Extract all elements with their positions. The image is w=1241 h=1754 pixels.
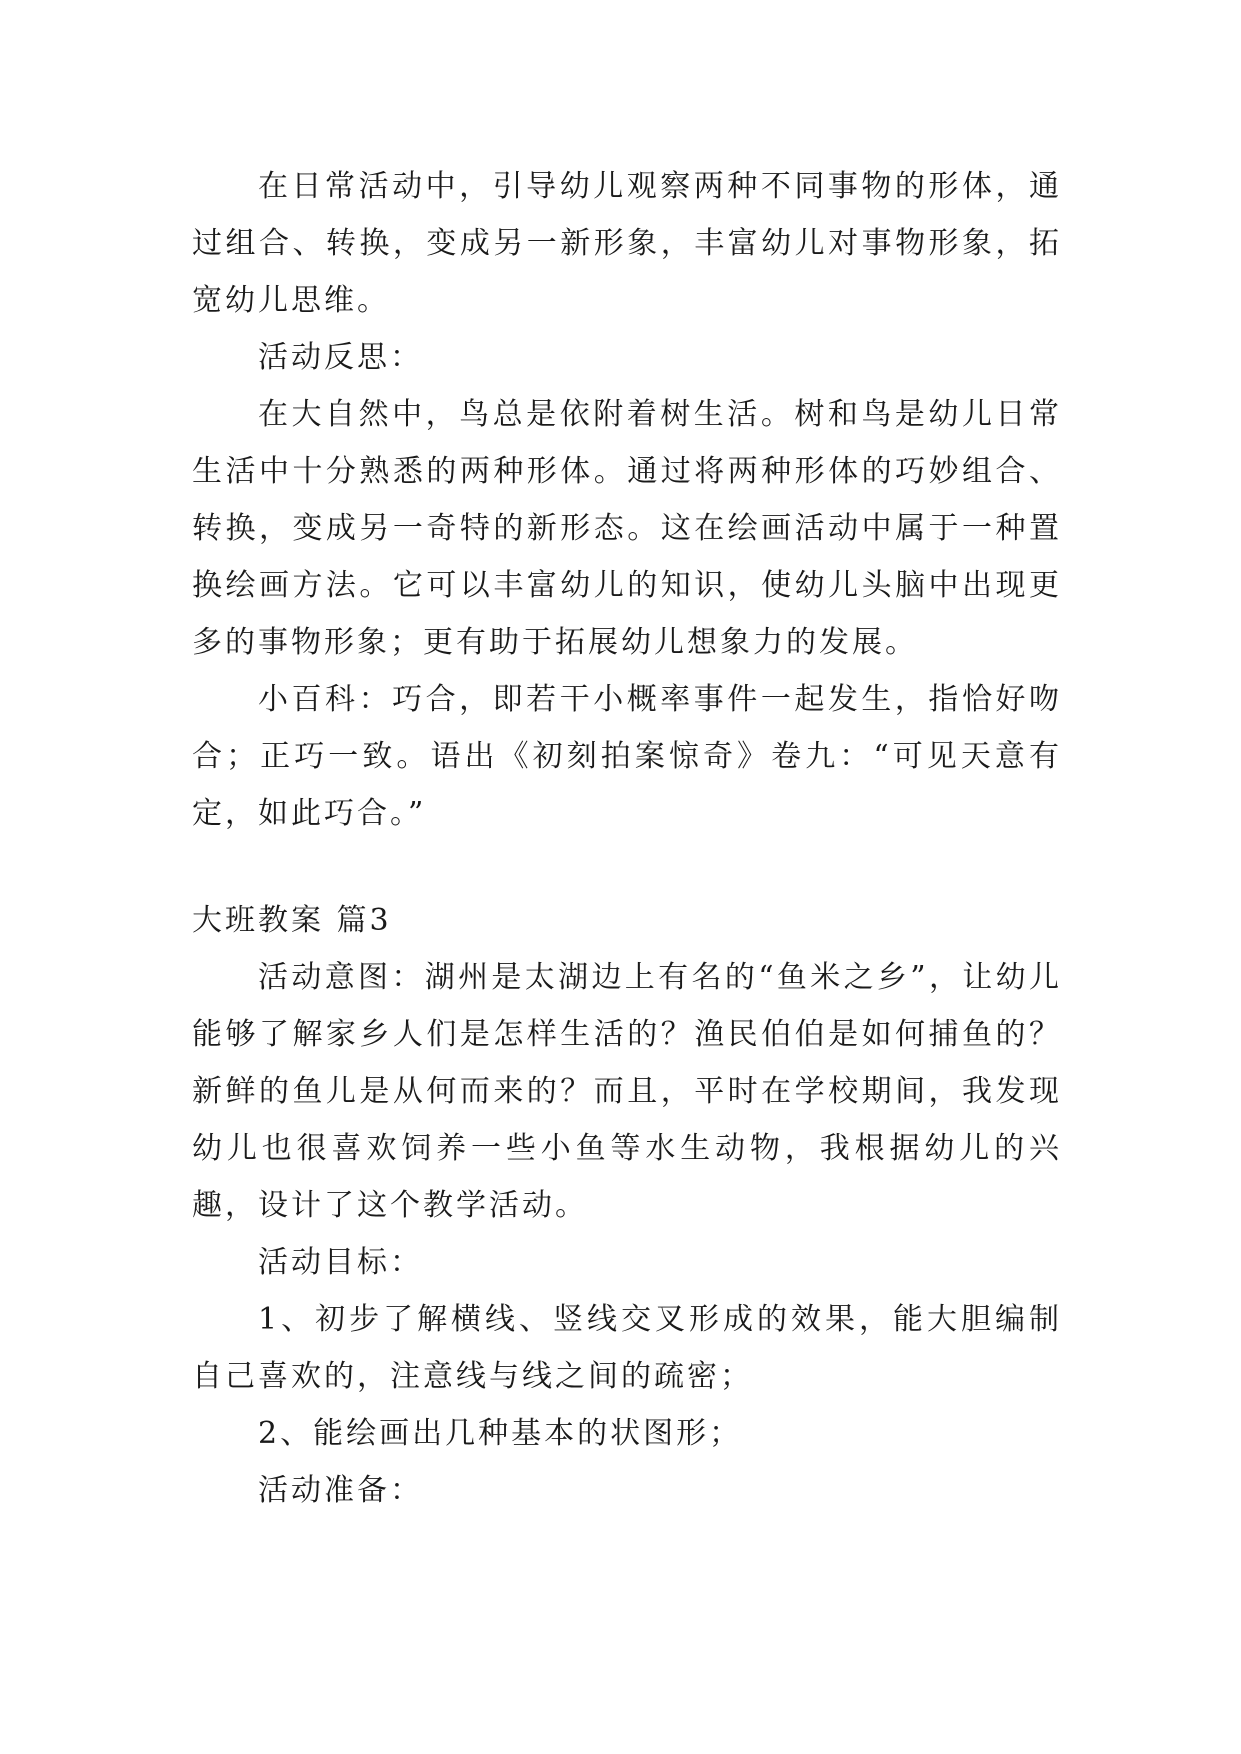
- paragraph-activity-intent: 活动意图：湖州是太湖边上有名的“鱼米之乡”，让幼儿能够了解家乡人们是怎样生活的？渔民伯伯是如何捕鱼的？新鲜的鱼儿是从何而来的？而且，平时在学校期间，我发现幼儿也很喜欢饲养一些小鱼等水生动物，我根据幼儿的兴趣，设计了这个教学活动。: [192, 960, 1062, 1223]
- paragraph-intro: 在日常活动中，引导幼儿观察两种不同事物的形体，通过组合、转换，变成另一新形象，丰富幼儿对事物形象，拓宽幼儿思维。: [192, 169, 1062, 318]
- heading-activity-preparation: 活动准备：: [258, 1473, 423, 1508]
- paragraph-reflection: 在大自然中，鸟总是依附着树生活。树和鸟是幼儿日常生活中十分熟悉的两种形体。通过将两种形体的巧妙组合、转换，变成另一奇特的新形态。这在绘画活动中属于一种置换绘画方法。它可以丰富幼儿的知识，使幼儿头脑中出现更多的事物形象；更有助于拓展幼儿想象力的发展。: [192, 397, 1062, 660]
- heading-activity-goals: 活动目标：: [258, 1245, 423, 1280]
- heading-activity-reflection: 活动反思：: [258, 340, 423, 375]
- goal-item-2: 2、能绘画出几种基本的状图形；: [258, 1416, 743, 1451]
- section-gap: [192, 842, 1062, 892]
- section-title: 大班教案 篇3: [192, 903, 392, 938]
- goal-item-1: 1、初步了解横线、竖线交叉形成的效果，能大胆编制自己喜欢的，注意线与线之间的疏密；: [192, 1302, 1062, 1394]
- document-body: [192, 158, 1062, 1519]
- paragraph-encyclopedia: 小百科：巧合，即若干小概率事件一起发生，指恰好吻合；正巧一致。语出《初刻拍案惊奇》卷九：“可见天意有定，如此巧合。”: [192, 682, 1062, 831]
